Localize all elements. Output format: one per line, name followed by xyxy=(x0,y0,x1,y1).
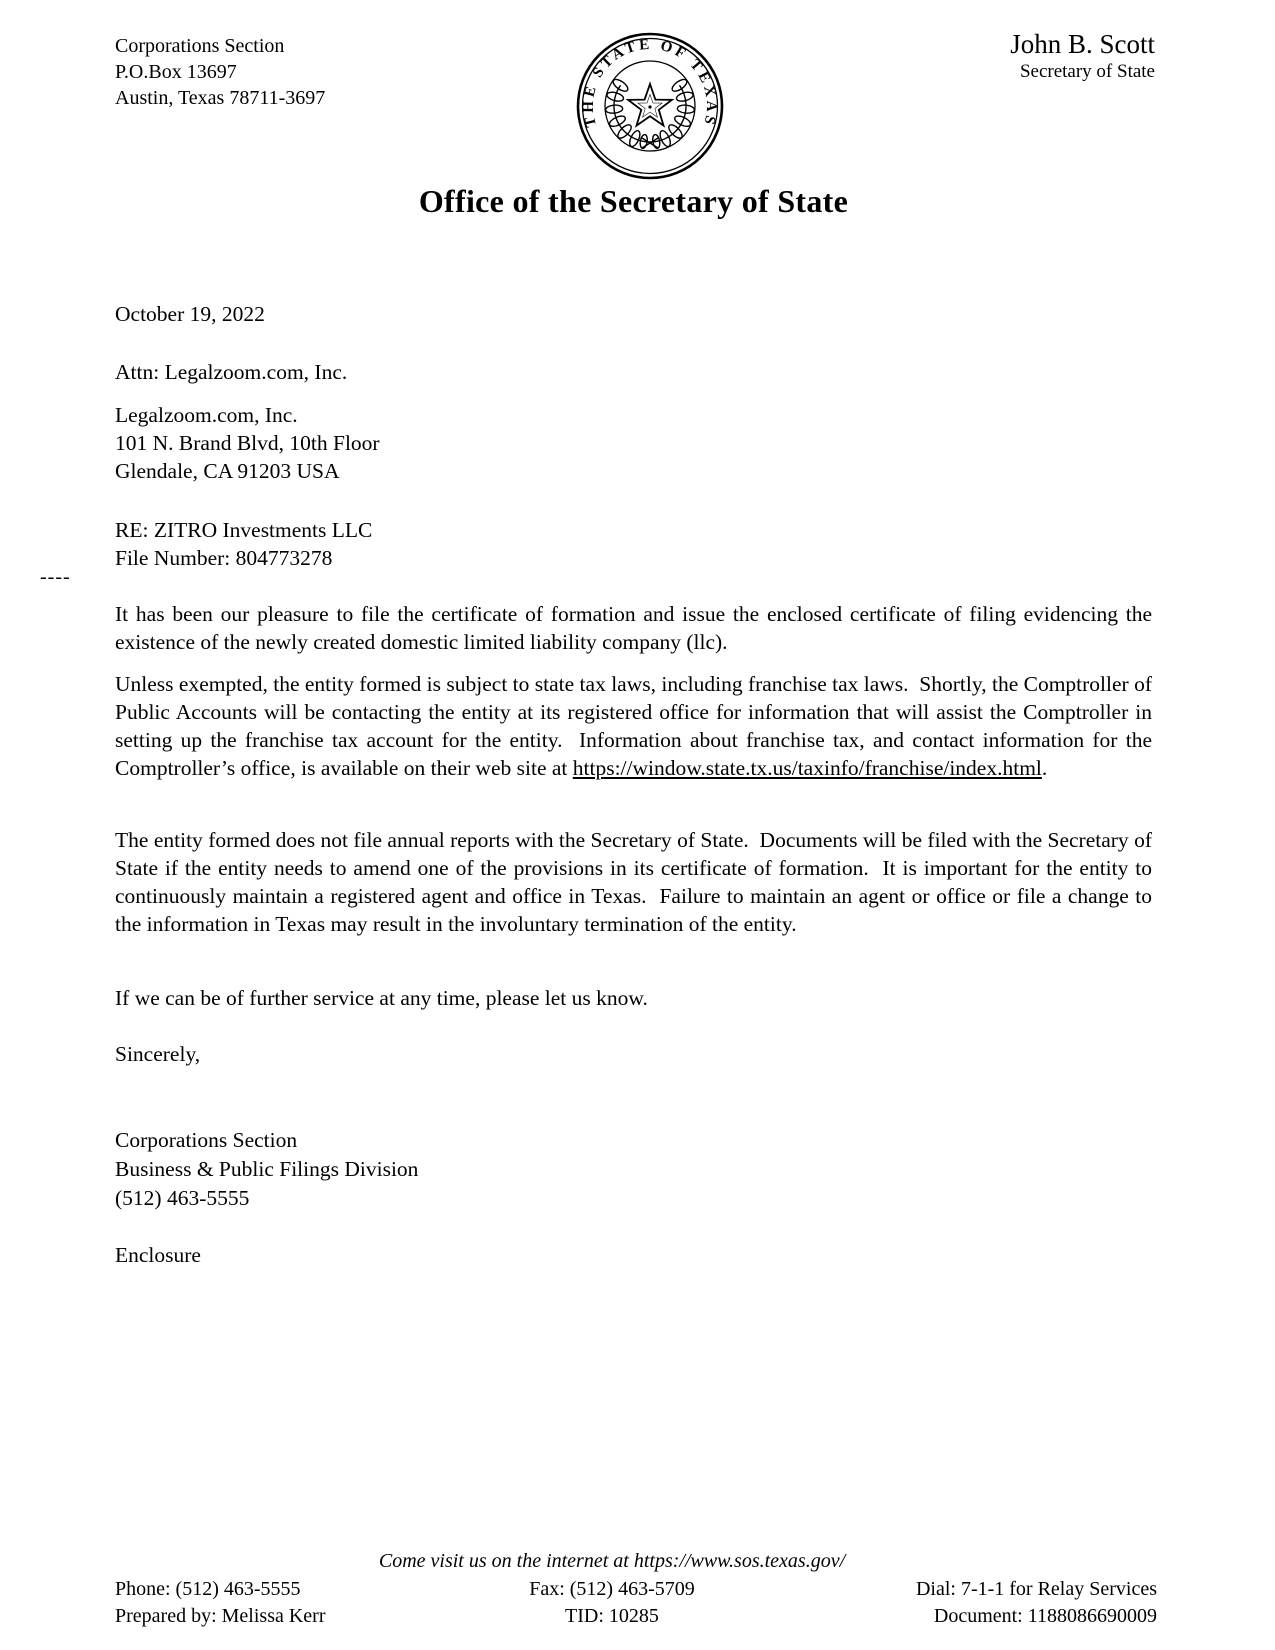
letter-date: October 19, 2022 xyxy=(115,302,265,326)
re-line: RE: ZITRO Investments LLC xyxy=(115,518,373,542)
attn-line: Attn: Legalzoom.com, Inc. xyxy=(115,360,348,384)
footer-tid: TID: 10285 xyxy=(565,1605,659,1627)
file-number-line: File Number: 804773278 xyxy=(115,546,333,570)
recipient-address xyxy=(115,401,1152,485)
footer-fax: Fax: (512) 463-5709 xyxy=(529,1578,695,1600)
paragraph-2-text: Unless exempted, the entity formed is subject to state tax laws, including franchise tax laws. Shortly, the Comptroller of Public Accounts will be contacting the entity at its registered office for information that will assist the Comptroller in setting up the franchise tax account for the entity. Information about franchise tax, and contact information for the Comptroller’s office, is available on their web site at xyxy=(115,672,1152,780)
official-block xyxy=(1010,28,1155,84)
secretary-name: John B. Scott xyxy=(1010,29,1155,59)
footer-relay: Dial: 7-1-1 for Relay Services xyxy=(915,1578,1157,1600)
recipient-address-line-2: 101 N. Brand Blvd, 10th Floor xyxy=(115,431,380,455)
return-address-line-1: Corporations Section xyxy=(115,35,285,57)
secretary-title: Secretary of State xyxy=(1019,61,1155,82)
footer-prepared-by: Prepared by: Melissa Kerr xyxy=(115,1605,326,1627)
footer-right-column xyxy=(916,1576,1157,1630)
footer-center-column xyxy=(212,1576,1012,1630)
signature-line-2: Business & Public Filings Division xyxy=(115,1157,419,1181)
signature-line-1: Corporations Section xyxy=(115,1128,298,1152)
paragraph-4: If we can be of further service at any time, please let us know. xyxy=(115,986,648,1010)
margin-mark: ---- xyxy=(40,566,71,588)
seal-text: THE STATE OF TEXAS xyxy=(580,36,720,129)
footer-phone: Phone: (512) 463-5555 xyxy=(115,1578,301,1600)
paragraph-2 xyxy=(115,670,1152,782)
recipient-address-line-1: Legalzoom.com, Inc. xyxy=(115,403,298,427)
closing-line: Sincerely, xyxy=(115,1042,201,1066)
return-address-line-2: P.O.Box 13697 xyxy=(115,61,237,83)
paragraph-3: The entity formed does not file annual reports with the Secretary of State. Documents will be filed with the Secretary of State if the entity needs to amend one of the provisions in its certificate of formation. It is important for the entity to continuously maintain a registered agent and office in Texas. Failure to maintain an agent or office or file a change to the information in Texas may result in the involuntary termination of the entity. xyxy=(115,828,1152,936)
footer-website-line: Come visit us on the internet at https://www.sos.texas.gov/ xyxy=(378,1550,846,1572)
paragraph-2-period: . xyxy=(1041,756,1048,780)
signature-block xyxy=(115,1126,1152,1213)
page-title: Office of the Secretary of State xyxy=(418,183,849,219)
return-address xyxy=(115,33,325,111)
signature-line-3: (512) 463-5555 xyxy=(115,1186,250,1210)
texas-state-seal-icon xyxy=(575,31,725,181)
footer-document-number: Document: 1188086690009 xyxy=(933,1605,1157,1627)
re-block xyxy=(115,516,1152,572)
enclosure-line: Enclosure xyxy=(115,1243,201,1267)
paragraph-1: It has been our pleasure to file the certificate of formation and issue the enclosed certificate of filing evidencing the existence of the newly created domestic limited liability company (llc). xyxy=(115,602,1152,654)
franchise-tax-link[interactable]: https://window.state.tx.us/taxinfo/franchise/index.html xyxy=(572,756,1042,780)
recipient-address-line-3: Glendale, CA 91203 USA xyxy=(115,459,340,483)
return-address-line-3: Austin, Texas 78711-3697 xyxy=(115,87,326,109)
seal-star xyxy=(628,84,672,126)
